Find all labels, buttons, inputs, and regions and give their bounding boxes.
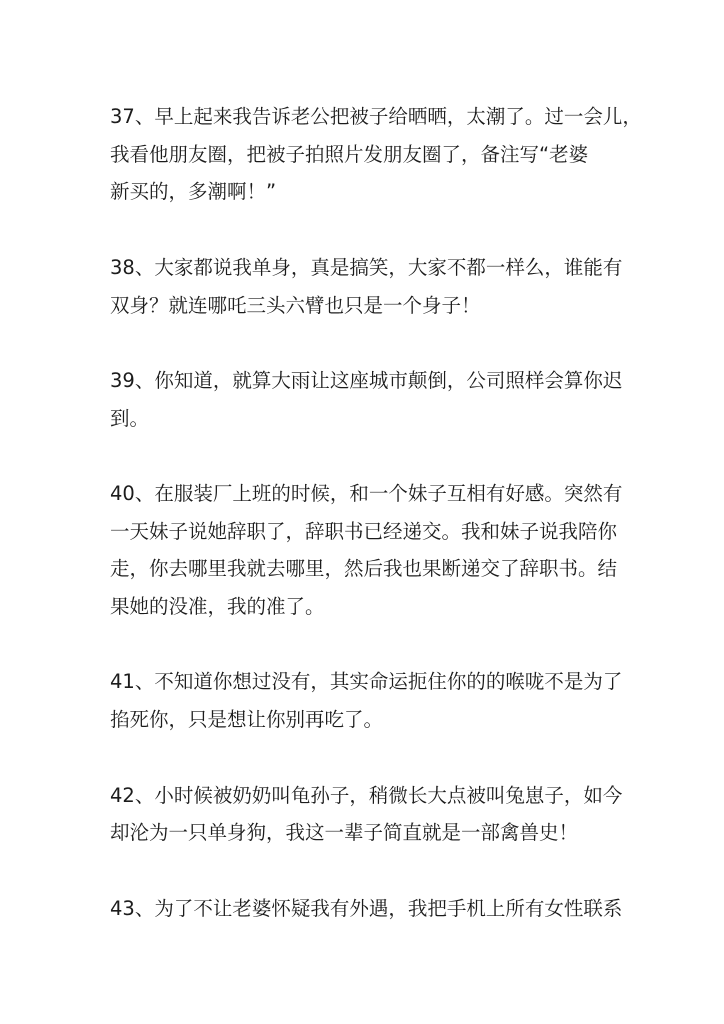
- joke-paragraph: [110, 362, 630, 437]
- joke-paragraph: [110, 890, 630, 928]
- joke-paragraph: [110, 98, 642, 211]
- paragraph-line: 一天妹子说她辞职了，辞职书已经递交。我和妹子说我陪你: [110, 519, 618, 543]
- paragraph-line: 果她的没准，我的准了。: [110, 595, 325, 619]
- paragraph-line: 走，你去哪里我就去哪里，然后我也果断递交了辞职书。结: [110, 557, 618, 581]
- joke-paragraph: [110, 475, 630, 626]
- paragraph-line: 39、你知道，就算大雨让这座城市颠倒，公司照样会算你迟: [110, 368, 623, 392]
- paragraph-line: 掐死你，只是想让你别再吃了。: [110, 708, 384, 732]
- paragraph-line: 却沦为一只单身狗，我这一辈子简直就是一部禽兽史！: [110, 821, 579, 845]
- paragraph-line: 38、大家都说我单身，真是搞笑，大家不都一样么，谁能有: [110, 255, 623, 279]
- paragraph-line: 40、在服装厂上班的时候，和一个妹子互相有好感。突然有: [110, 481, 623, 505]
- paragraph-line: 43、为了不让老婆怀疑我有外遇，我把手机上所有女性联系: [110, 896, 623, 920]
- paragraph-line: 新买的，多潮啊！”: [110, 180, 277, 204]
- paragraph-line: 37、早上起来我告诉老公把被子给晒晒，太潮了。过一会儿，: [110, 105, 642, 128]
- paragraph-line: 双身？就连哪吒三头六臂也只是一个身子！: [110, 293, 481, 317]
- paragraph-line: 我看他朋友圈，把被子拍照片发朋友圈了，备注写“老婆: [110, 142, 589, 166]
- document-body: [110, 98, 642, 965]
- paragraph-line: 41、不知道你想过没有，其实命运扼住你的的喉咙不是为了: [110, 670, 623, 694]
- paragraph-line: 42、小时候被奶奶叫龟孙子，稍微长大点被叫兔崽子，如今: [110, 783, 623, 807]
- joke-paragraph: [110, 249, 630, 324]
- joke-paragraph: [110, 777, 630, 852]
- joke-paragraph: [110, 663, 630, 738]
- paragraph-line: 到。: [110, 406, 150, 430]
